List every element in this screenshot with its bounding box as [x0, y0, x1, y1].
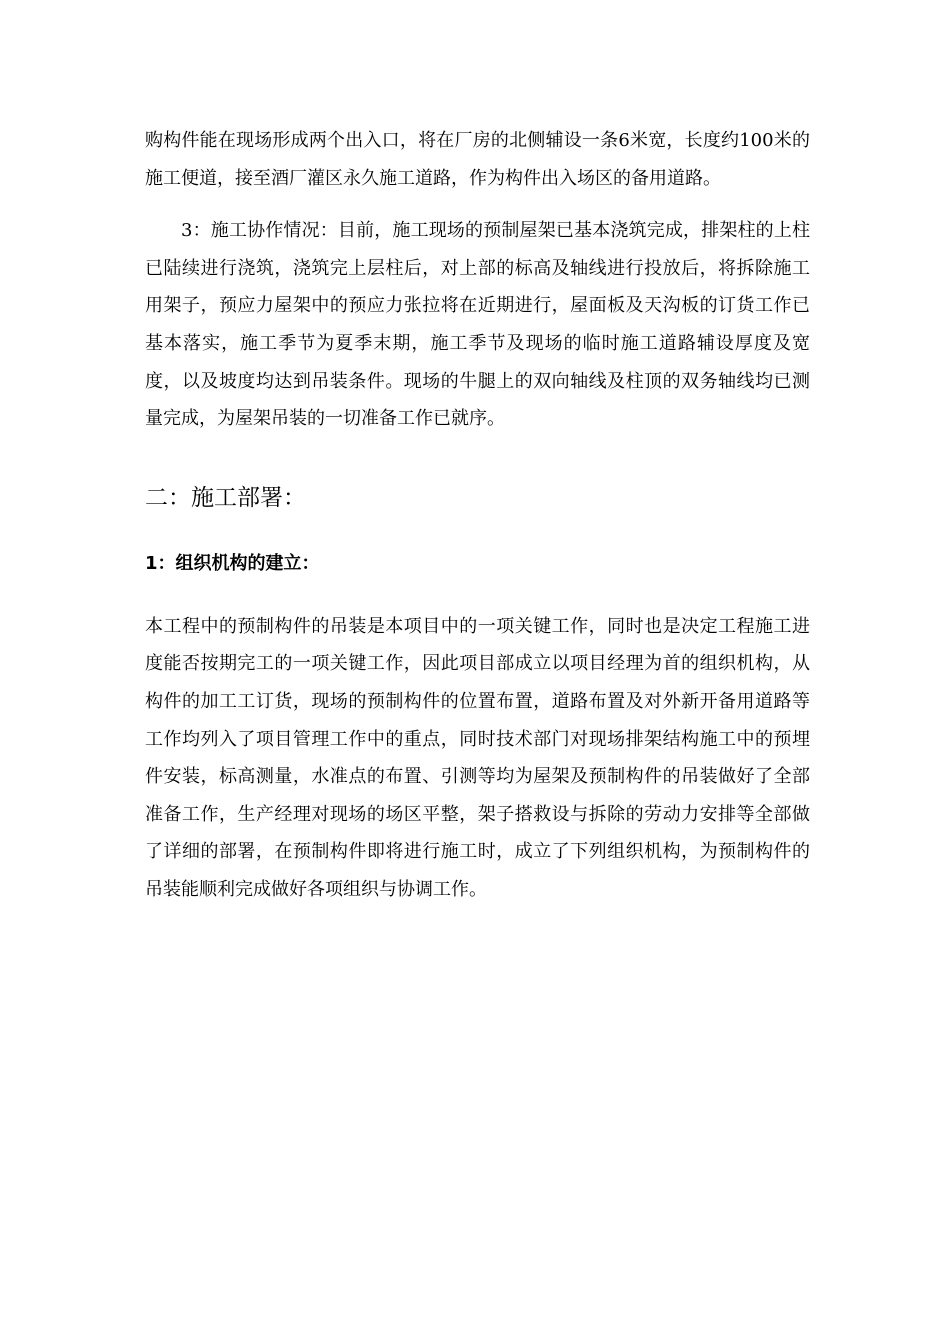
paragraph-organization-structure: 本工程中的预制构件的吊装是本项目中的一项关键工作，同时也是决定工程施工进度能否按期完工的一项关键工作，因此项目部成立以项目经理为首的组织机构，从构件的加工工订货，现场的预制构件的位置布置，道路布置及对外新开备用道路等工作均列入了项目管理工作中的重点，同时技术部门对现场排架结构施工中的预埋件安装，标高测量，水准点的布置、引测等均为屋架及预制构件的吊装做好了全部准备工作，生产经理对现场的场区平整，架子搭救设与拆除的劳动力安排等全部做了详细的部署，在预制构件即将进行施工时，成立了下列组织机构，为预制构件的吊装能顺利完成做好各项组织与协调工作。	[145, 615, 810, 900]
section-heading-construction-deployment: 二：施工部署：	[145, 484, 306, 511]
paragraph-construction-coordination: 3：施工协作情况：目前，施工现场的预制屋架已基本浇筑完成，排架柱的上柱已陆续进行浇筑，浇筑完上层柱后，对上部的标高及轴线进行投放后，将拆除施工用架子，预应力屋架中的预应力张拉将在近期进行，屋面板及天沟板的订货工作已基本落实，施工季节为夏季末期，施工季节及现场的临时施工道路辅设厚度及宽度，以及坡度均达到吊装条件。现场的牛腿上的双向轴线及柱顶的双务轴线均已测量完成，为屋架吊装的一切准备工作已就序。	[145, 220, 810, 430]
paragraph-road-access: 购构件能在现场形成两个出入口，将在厂房的北侧辅设一条6米宽，长度约100米的施工便道，接至酒厂灌区永久施工道路，作为构件出入场区的备用道路。	[145, 130, 810, 189]
subsection-heading-organization: 1：组织机构的建立：	[145, 552, 320, 574]
document-body	[145, 122, 810, 909]
